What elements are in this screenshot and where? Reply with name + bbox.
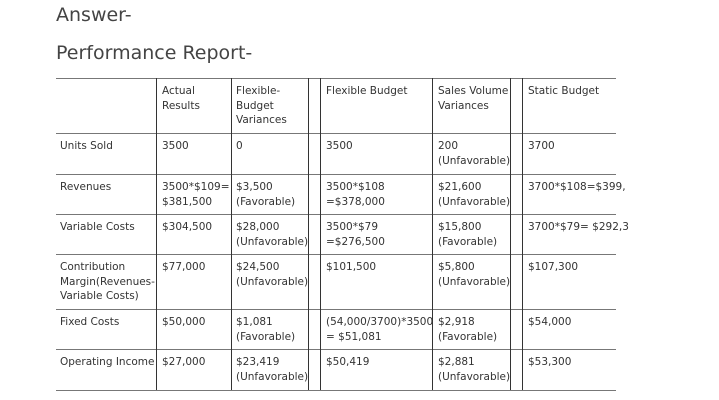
table-cell: 0 (236, 140, 243, 152)
table-cell: 3500*$109= $381,500 (162, 181, 230, 208)
table-cell: $15,800 (Favorable) (438, 221, 498, 248)
header-cell-1: Actual Results (162, 85, 200, 112)
table-cell: $23,419 (Unfavorable) (236, 356, 309, 383)
table-cell: 3500 (162, 140, 189, 152)
table-cell: 200 (Unfavorable) (438, 140, 511, 167)
table-cell: $107,300 (528, 261, 579, 273)
header-cell-2: Flexible- Budget Variances (236, 85, 287, 126)
row-label: Contribution Margin(Revenues- Variable Costs) (60, 261, 155, 302)
table-hline-5 (56, 309, 616, 310)
table-cell: $1,081 (Favorable) (236, 316, 296, 343)
row-label: Fixed Costs (60, 316, 120, 328)
table-cell: 3700*$79= $292,3 (528, 221, 629, 233)
table-vline-1 (231, 78, 232, 390)
table-cell: $3,500 (Favorable) (236, 181, 296, 208)
table-vline-0 (156, 78, 157, 390)
table-vline-4 (432, 78, 433, 390)
table-cell: $27,000 (162, 356, 206, 368)
table-cell: $2,881 (Unfavorable) (438, 356, 511, 383)
table-vline-2 (308, 78, 309, 390)
header-cell-3: Flexible Budget (326, 85, 408, 97)
answer-heading: Answer- (56, 4, 132, 26)
table-hline-2 (56, 174, 616, 175)
performance-report-table (56, 78, 629, 391)
table-hline-3 (56, 214, 616, 215)
table-vline-6 (522, 78, 523, 390)
table-cell: $2,918 (Favorable) (438, 316, 498, 343)
table-hline-7 (56, 390, 616, 391)
row-label: Revenues (60, 181, 112, 193)
table-hline-0 (56, 78, 616, 79)
row-label: Units Sold (60, 140, 113, 152)
table-vline-3 (320, 78, 321, 390)
row-label: Variable Costs (60, 221, 135, 233)
table-hline-4 (56, 254, 616, 255)
report-title: Performance Report- (56, 42, 253, 64)
table-cell: $24,500 (Unfavorable) (236, 261, 309, 288)
table-cell: 3500 (326, 140, 353, 152)
table-hline-1 (56, 133, 616, 134)
table-hline-6 (56, 349, 616, 350)
table-cell: $77,000 (162, 261, 206, 273)
table-cell: $304,500 (162, 221, 213, 233)
header-cell-4: Sales Volume Variances (438, 85, 509, 112)
table-cell: $54,000 (528, 316, 572, 328)
table-cell: (54,000/3700)*3500 = $51,081 (326, 316, 434, 343)
table-cell: 3500*$108 =$378,000 (326, 181, 385, 208)
table-cell: $5,800 (Unfavorable) (438, 261, 511, 288)
table-cell: $50,419 (326, 356, 370, 368)
table-cell: 3700*$108=$399, (528, 181, 626, 193)
row-label: Operating Income (60, 356, 155, 368)
table-cell: $21,600 (Unfavorable) (438, 181, 511, 208)
table-cell: $50,000 (162, 316, 206, 328)
table-cell: 3500*$79 =$276,500 (326, 221, 385, 248)
table-cell: 3700 (528, 140, 555, 152)
header-cell-5: Static Budget (528, 85, 600, 97)
table-cell: $101,500 (326, 261, 377, 273)
table-vline-5 (510, 78, 511, 390)
table-cell: $28,000 (Unfavorable) (236, 221, 309, 248)
table-cell: $53,300 (528, 356, 572, 368)
